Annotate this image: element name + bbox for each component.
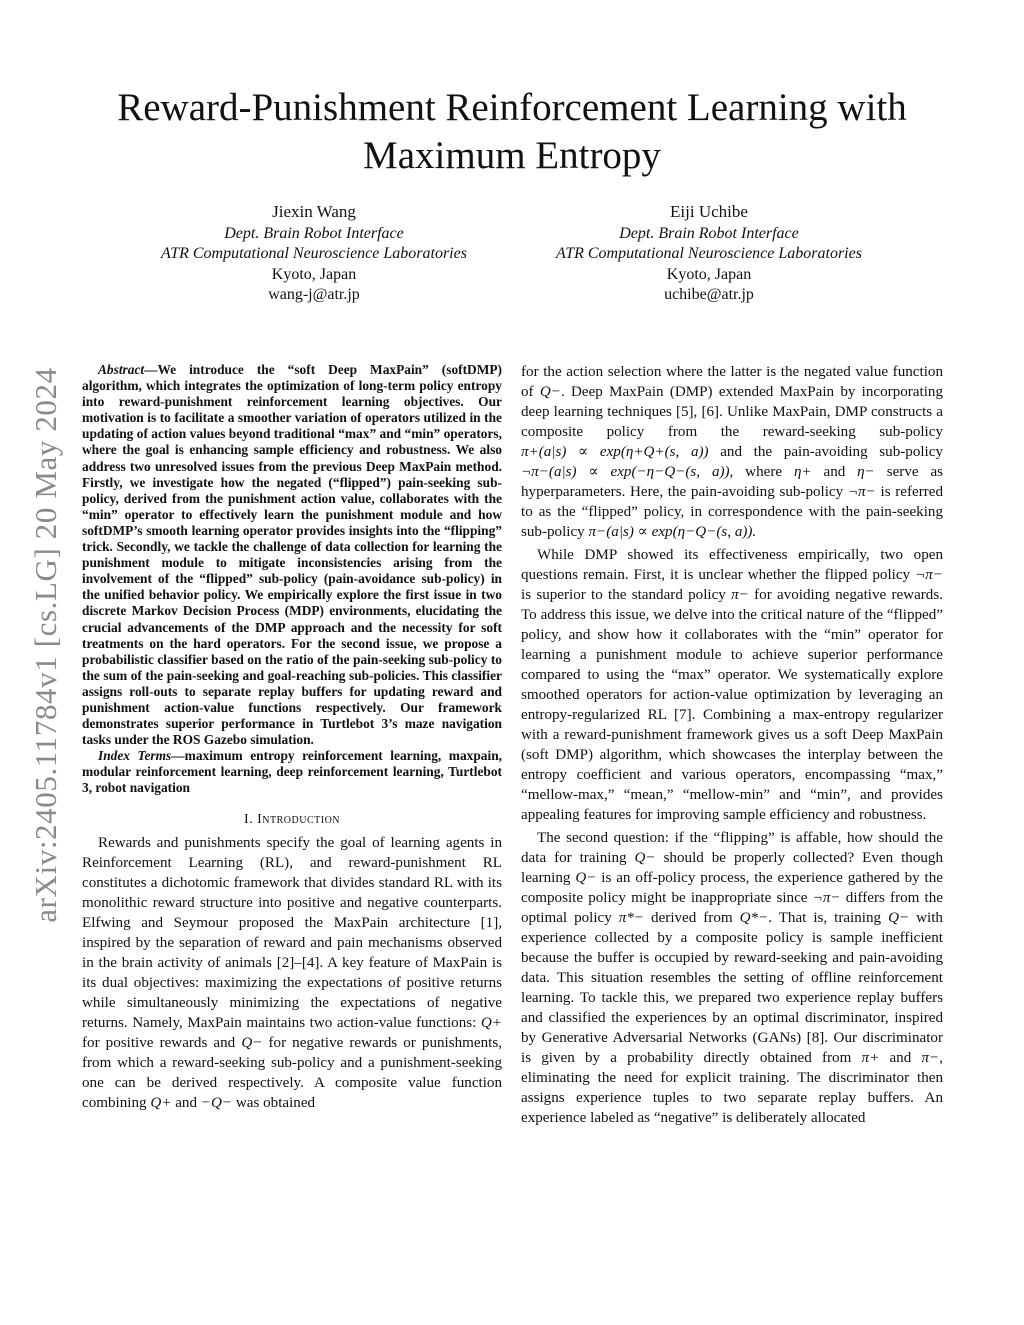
paper-title: Reward-Punishment Reinforcement Learning with Maximum Entropy	[117, 86, 907, 177]
math-q-minus: Q−	[241, 1034, 263, 1051]
author-name: Eiji Uchibe	[670, 202, 748, 221]
author-org: ATR Computational Neuroscience Laboratories	[161, 245, 467, 262]
author-location: Kyoto, Japan	[271, 265, 357, 283]
math-neg-q-minus: −Q−	[200, 1094, 233, 1111]
author-dept: Dept. Brain Robot Interface	[619, 224, 799, 242]
author-name: Jiexin Wang	[272, 202, 356, 221]
index-terms-text: maximum entropy reinforcement learning, maxpain, modular reinforcement learning, deep reinforcement learning, Turtlebot 3, robot navigation	[82, 748, 502, 796]
abstract-text: We introduce the “soft Deep MaxPain” (softDMP) algorithm, which integrates the optimization of long-term policy entropy into reward-punishment reinforcement learning objectives. Our motivation is to facilitate a smoother variation of operators utilized in the updating of action values beyond traditional “max” and “min” operators, where the goal is enhancing sample efficiency and robustness. We also address two unresolved issues from the previous Deep MaxPain method. Firstly, we investigate how the negated (“flipped”) pain-seeking sub-policy, derived from the punishment action value, collaborates with the “min” operator to effectively learn the punishment module and how softDMP’s smooth learning operator provides insights into the “flipping” trick. Secondly, we tackle the challenge of data collection for learning the punishment module to mitigate inconsistencies arising from the involvement of the “flipped” sub-policy (pain-avoidance sub-policy) in the unified behavior policy. We empirically explore the first issue in two discrete Markov Decision Process (MDP) environments, elucidating the crucial advancements of the DMP approach and the necessity for soft treatments on the hard operators. For the second issue, we propose a probabilistic classifier based on the ratio of the pain-seeking sub-policy to the sum of the pain-seeking and goal-reaching sub-policies. This classifier assigns roll-outs to separate replay buffers for updating reward and punishment action-value functions respectively. Our framework demonstrates superior performance in Turtlebot 3’s maze navigation tasks under the ROS Gazebo simulation.	[82, 362, 502, 748]
author-org: ATR Computational Neuroscience Laboratories	[556, 245, 862, 262]
right-paragraph-1: for the action selection where the latter is the negated value function of Q−. Deep MaxPain (DMP) extended MaxPain by incorporating deep learning techniques [5], [6]. Unlike MaxPain, DMP constructs a composite policy from the reward-seeking sub-policy π+(a|s) ∝ exp(η+Q+(s, a)) and the pain-avoiding sub-policy ¬π−(a|s) ∝ exp(−η−Q−(s, a)), where η+ and η− serve as hyperparameters. Here, the pain-avoiding sub-policy ¬π− is referred to as the “flipped” policy, in correspondence with the pain-seeking sub-policy π−(a|s) ∝ exp(η−Q−(s, a)).	[521, 364, 944, 540]
index-terms	[82, 748, 502, 796]
right-column	[521, 362, 943, 1128]
math-exp-expression: exp(η−Q−(s, a)).	[651, 524, 757, 540]
abstract	[82, 362, 502, 748]
section-heading-introduction: I. Introduction	[243, 811, 341, 827]
math-pi-plus-expression: π+(a|s) ∝ exp(η+Q+(s, a))	[521, 444, 709, 460]
math-q-plus: Q+	[150, 1094, 172, 1111]
math-pi-minus-expression: π−(a|s) ∝	[588, 524, 648, 540]
arxiv-identifier-stamp	[28, 345, 64, 945]
author-location: Kyoto, Japan	[666, 265, 752, 283]
left-column	[82, 362, 502, 1113]
author-block-2	[509, 202, 909, 306]
author-email: wang-j@atr.jp	[268, 286, 360, 303]
author-email: uchibe@atr.jp	[664, 286, 754, 303]
right-paragraph-3: The second question: if the “flipping” is affable, how should the data for training Q− should be properly collected? Even though learning Q− is an off-policy process, the experience gathered by the composite policy might be inappropriate since ¬π− differs from the optimal policy π*− derived from Q*−. That is, training Q− with experience collected by a composite policy is sample inefficient because the buffer is occupied by reward-seeking and pain-avoiding data. This situation resembles the setting of offline reinforcement learning. To tackle this, we prepared two experience replay buffers and classified the experiences by an optimal discriminator, inspired by Generative Adversarial Networks (GANs) [8]. Our discriminator is given by a probability directly obtained from π+ and π−, eliminating the need for explicit training. The discriminator then assigns experience tuples to two separate replay buffers. An experience labeled as “negative” is deliberately allocated	[521, 830, 944, 1126]
math-q-plus: Q+	[480, 1014, 502, 1031]
right-paragraph-2: While DMP showed its effectiveness empirically, two open questions remain. First, it is unclear whether the flipped policy ¬π− is superior to the standard policy π− for avoiding negative rewards. To address this issue, we delve into the critical nature of the “flipped” policy, and show how it collaborates with the “min” operator for learning a punishment module to achieve superior performance compared to using the “max” operator. We systematically explore smoothed operators for action-value optimization by leveraging an entropy-regularized RL [7]. Combining a max-entropy regularizer with a reward-punishment framework gives us a soft Deep MaxPain (soft DMP) algorithm, which showcases the interplay between the entropy coefficient and various operators, encompassing “max,” “mellow-max,” “mean,” “mellow-min” and “min”, and provides appealing features for improving sample efficiency and robustness.	[521, 547, 944, 823]
arxiv-id: arXiv:2405.11784v1 [cs.LG] 20 May 2024	[28, 367, 63, 923]
abstract-label: Abstract—	[98, 362, 158, 377]
index-terms-label: Index Terms—	[98, 748, 185, 764]
math-not-pi-minus-expression: ¬π−(a|s) ∝ exp(−η−Q−(s, a))	[521, 464, 730, 480]
intro-paragraph-1: Rewards and punishments specify the goal of learning agents in Reinforcement Learning (RL), and reward-punishment RL constitutes a dichotomic framework that divides standard RL with its monolithic reward structure into positive and negative counterparts. Elfwing and Seymour proposed the MaxPain architecture [1], inspired by the separation of reward and pain mechanisms observed in the brain activity of animals [2]–[4]. A key feature of MaxPain is its dual objectives: maximizing the expectations of positive returns while simultaneously minimizing the expectations of negative returns. Namely, MaxPain maintains two action-value functions: Q+ for positive rewards and Q− for negative rewards or punishments, from which a reward-seeking sub-policy and a punishment-seeking one can be derived respectively. A composite value function combining Q+ and −Q− was obtained	[82, 834, 502, 1111]
author-dept: Dept. Brain Robot Interface	[224, 224, 404, 242]
author-block-1	[114, 202, 514, 306]
